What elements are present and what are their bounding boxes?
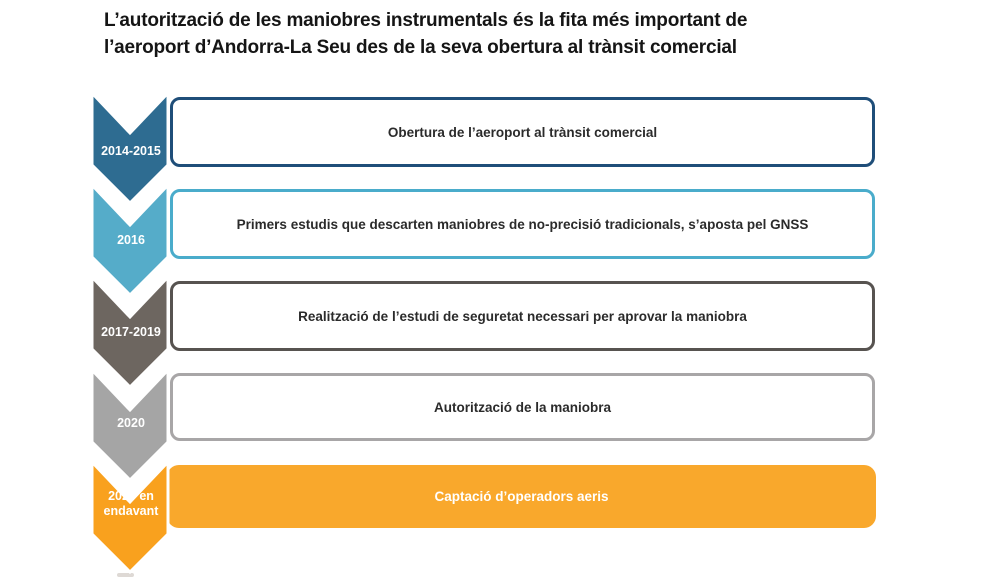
page-title-line1: L’autorització de les maniobres instrumentals és la fita més important de: [104, 10, 748, 31]
timeline-box-row2: [170, 189, 875, 259]
timeline-box-text: Obertura de l’aeroport al trànsit comercial: [387, 124, 658, 140]
timeline-box-row4: [170, 373, 875, 441]
timeline-box-row1: [170, 97, 875, 167]
page-title-line2: l’aeroport d’Andorra-La Seu des de la seva obertura al trànsit comercial: [104, 37, 737, 58]
period-label-row4: 2020: [117, 416, 145, 430]
timeline-box-row3: [170, 281, 875, 351]
timeline-box-row5: [167, 465, 876, 528]
timeline-box-text: Primers estudis que descarten maniobres de no-precisió tradicionals, s’aposta pel GNSS: [236, 216, 809, 232]
timeline-box-text: Autorització de la maniobra: [433, 399, 612, 415]
period-label-row2: 2016: [117, 233, 145, 247]
timeline-box-text: Captació d’operadors aeris: [434, 489, 609, 504]
page-title: [104, 7, 984, 61]
period-label-row5: 2020 en endavant: [103, 489, 159, 518]
period-label-row3: 2017-2019: [101, 325, 161, 339]
timeline-box-text: Realització de l’estudi de seguretat necessari per aprovar la maniobra: [298, 308, 747, 324]
period-label-row1: 2014-2015: [101, 144, 161, 158]
